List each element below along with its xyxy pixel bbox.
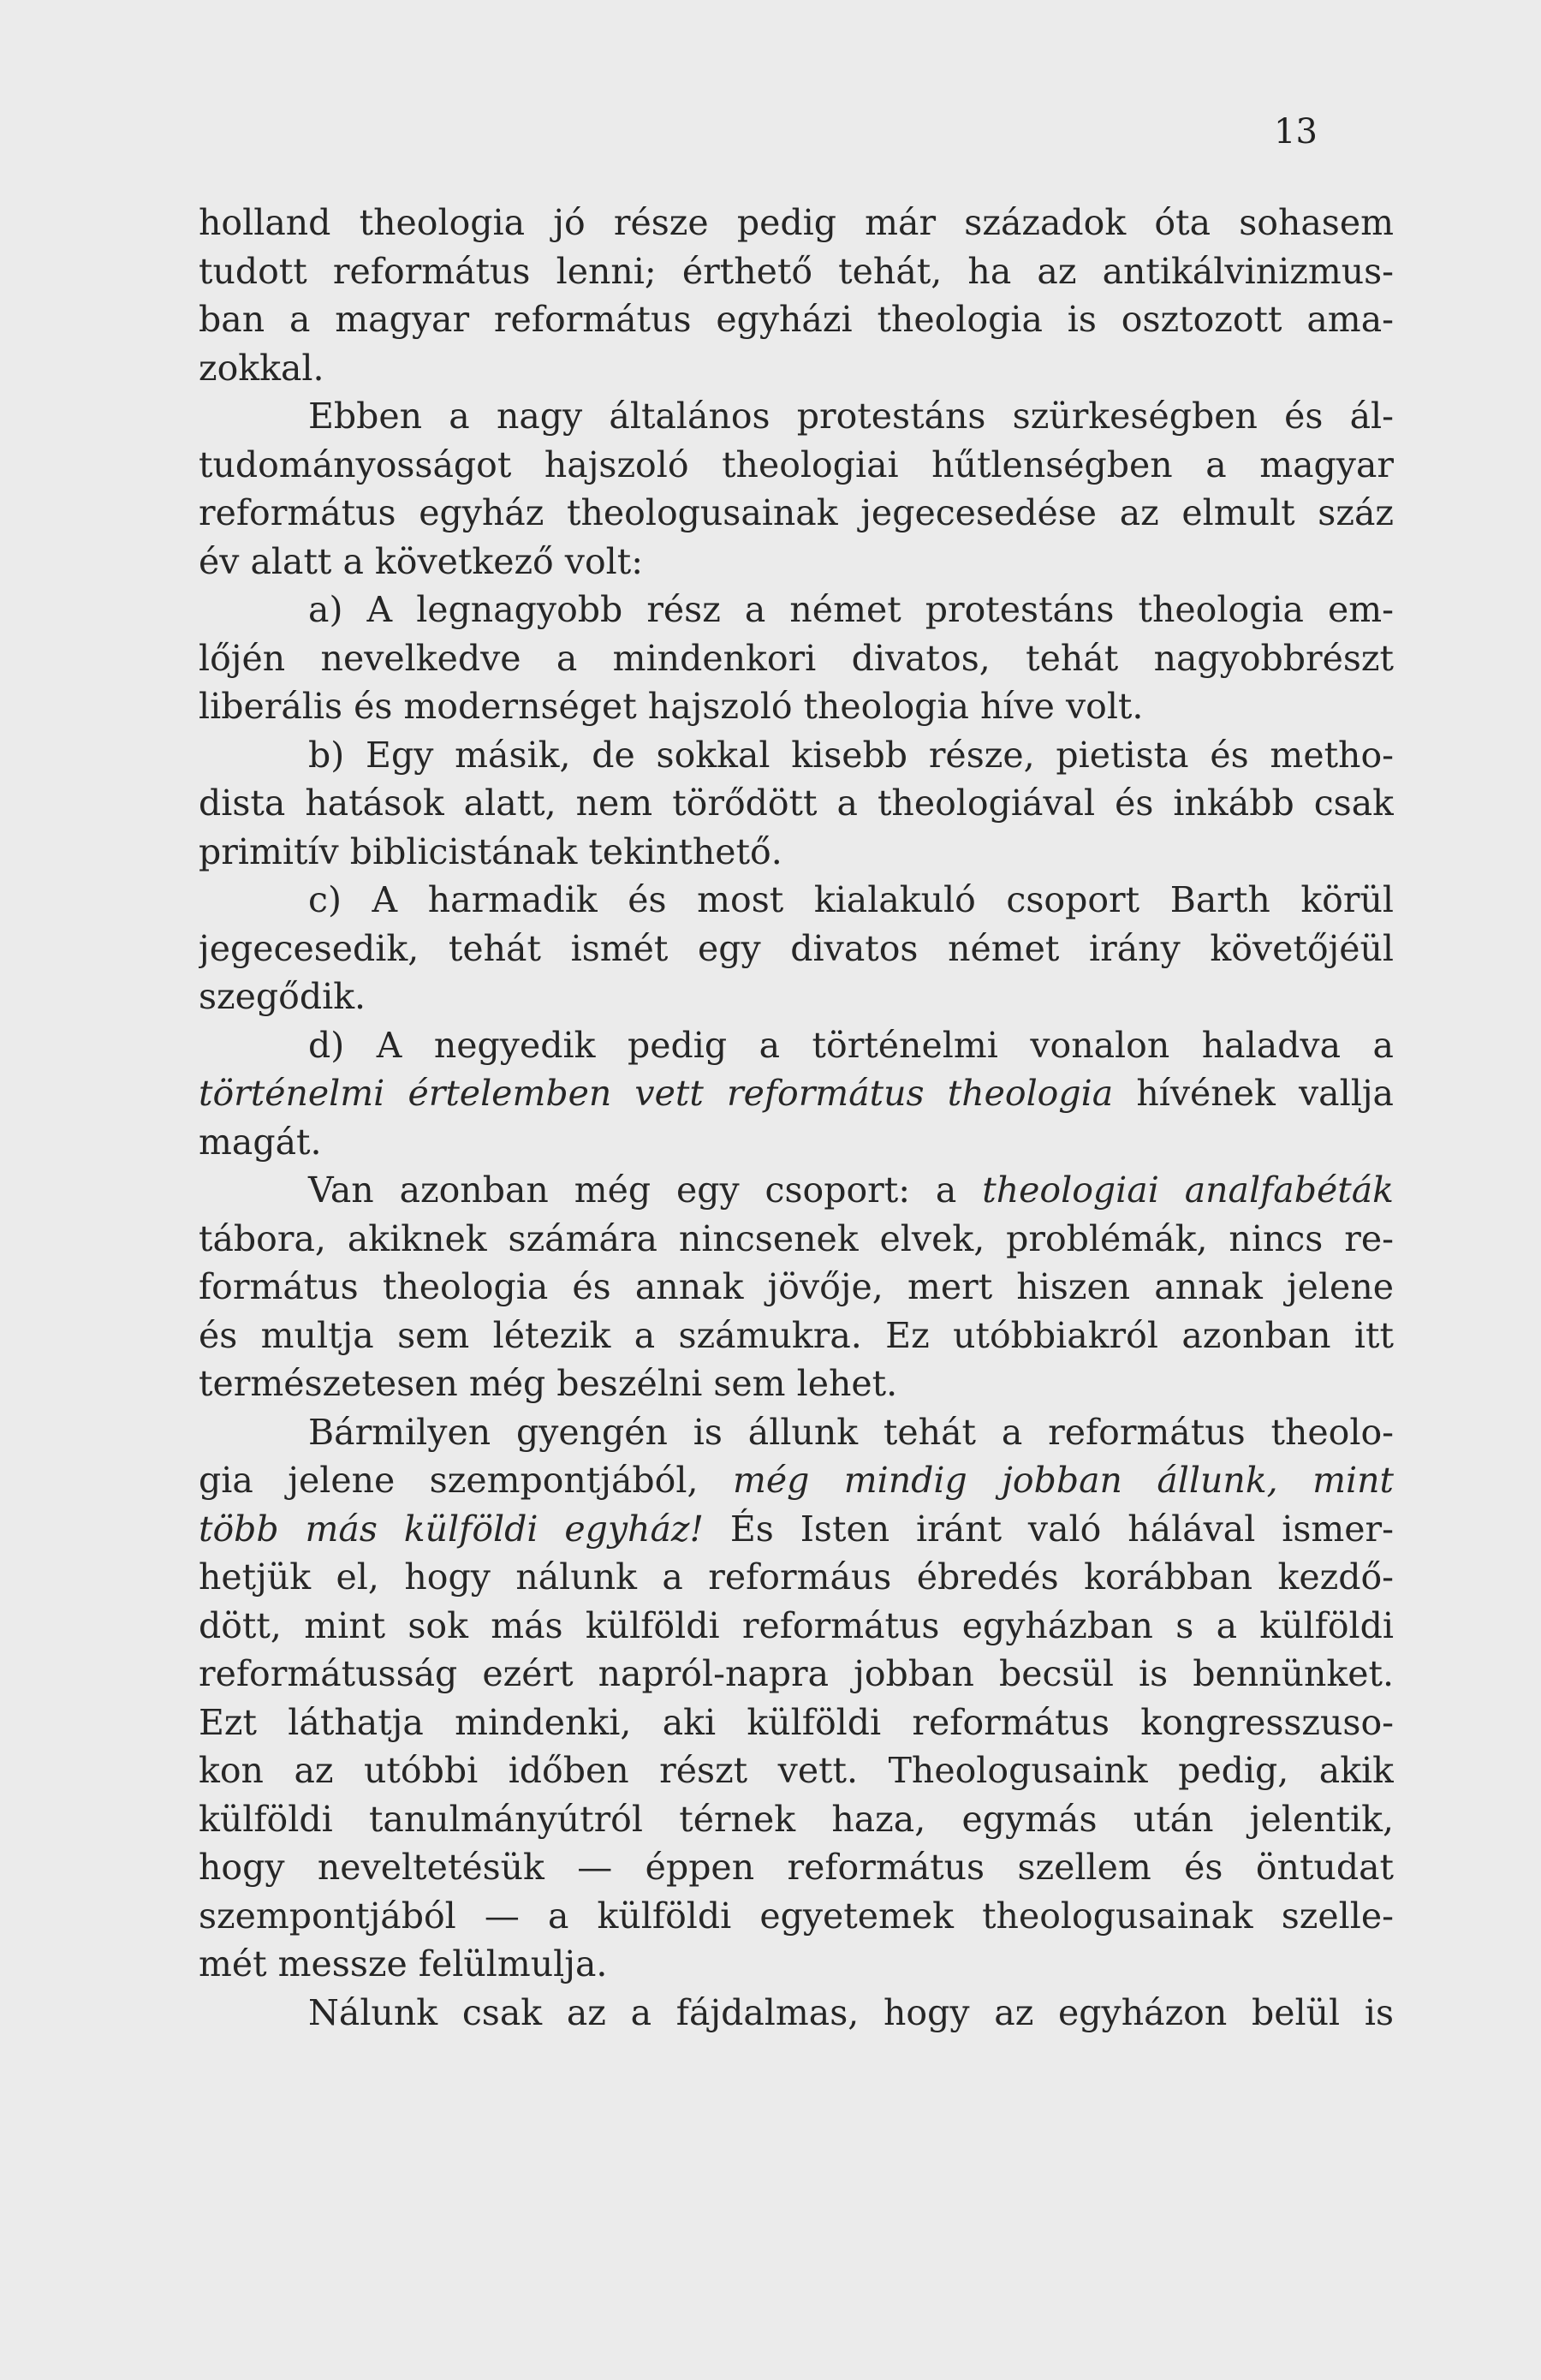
text-line <box>199 1166 1394 1215</box>
text-line <box>199 1746 1394 1795</box>
text-segment: hetjük el, hogy nálunk a reformáus ébredés korábban kezdő- <box>199 1556 1394 1598</box>
text-line <box>199 1892 1394 1941</box>
text-line <box>199 1989 1394 2038</box>
text-line <box>199 1795 1394 1844</box>
text-line <box>199 1843 1394 1892</box>
text-line <box>199 441 1394 490</box>
text-segment: gia jelene szempontjából, <box>199 1460 733 1501</box>
text-segment: b) Egy másik, de sokkal kisebb része, pietista és metho- <box>308 734 1394 776</box>
text-segment: tudományosságot hajszoló theologiai hűtlenségben a magyar <box>199 443 1394 485</box>
text-line <box>199 1263 1394 1312</box>
text-line <box>199 295 1394 344</box>
text-segment: és multja sem létezik a számukra. Ez utóbbiakról azonban itt <box>199 1314 1394 1356</box>
text-line <box>199 1602 1394 1651</box>
text-segment: d) A negyedik pedig a történelmi vonalon haladva a <box>308 1024 1394 1066</box>
text-line <box>199 344 1394 393</box>
italic-text: theologiai analfabéták <box>982 1169 1394 1211</box>
text-line <box>199 1940 1394 1989</box>
italic-text: még mindig jobban állunk, mint <box>732 1460 1394 1501</box>
text-line <box>199 1215 1394 1264</box>
text-segment: Van azonban még egy csoport: a <box>308 1169 983 1211</box>
text-line <box>199 586 1394 634</box>
text-segment: holland theologia jó része pedig már századok óta sohasem <box>199 202 1394 243</box>
text-line <box>199 731 1394 780</box>
text-segment: primitív biblicistának tekinthető. <box>199 830 782 872</box>
text-segment: év alatt a következő volt: <box>199 540 644 582</box>
text-segment: szegődik. <box>199 976 366 1017</box>
text-segment: dista hatások alatt, nem törődött a theologiával és inkább csak <box>199 782 1394 824</box>
text-line <box>199 973 1394 1021</box>
text-segment: Ezt láthatja mindenki, aki külföldi református kongresszuso- <box>199 1701 1394 1743</box>
text-segment: liberális és modernséget hajszoló theologia híve volt. <box>199 686 1144 727</box>
text-line <box>199 1312 1394 1360</box>
text-segment: reformátusság ezért napról-napra jobban becsül is bennünket. <box>199 1653 1394 1694</box>
text-segment: Bármilyen gyengén is állunk tehát a református theolo- <box>308 1411 1394 1453</box>
text-line <box>199 1553 1394 1602</box>
text-segment: mét messze felülmulja. <box>199 1943 608 1984</box>
text-segment: kon az utóbbi időben részt vett. Theologusaink pedig, akik <box>199 1750 1394 1791</box>
text-line <box>199 1699 1394 1747</box>
text-segment: tábora, akiknek számára nincsenek elvek, problémák, nincs re- <box>199 1217 1394 1259</box>
text-line <box>199 1021 1394 1070</box>
text-line <box>199 489 1394 538</box>
text-line <box>199 1360 1394 1408</box>
text-line <box>199 247 1394 296</box>
body-text <box>199 199 1394 2037</box>
text-line <box>199 779 1394 828</box>
text-segment: hogy neveltetésük — éppen református szellem és öntudat <box>199 1847 1394 1888</box>
text-segment: természetesen még beszélni sem lehet. <box>199 1363 898 1404</box>
text-line <box>199 828 1394 877</box>
text-segment: tudott református lenni; érthető tehát, ha az antikálvinizmus- <box>199 250 1394 292</box>
text-line <box>199 1118 1394 1167</box>
text-segment: lőjén nevelkedve a mindenkori divatos, tehát nagyobbrészt <box>199 637 1394 679</box>
text-line <box>199 538 1394 586</box>
text-segment: ban a magyar református egyházi theologia is osztozott ama- <box>199 299 1394 340</box>
text-segment: magát. <box>199 1121 322 1163</box>
text-segment: formátus theologia és annak jövője, mert hiszen annak jelene <box>199 1266 1394 1307</box>
text-segment: Ebben a nagy általános protestáns szürkeségben és ál- <box>308 396 1394 437</box>
page-number: 13 <box>1274 112 1318 152</box>
text-line <box>199 876 1394 925</box>
text-segment: jegecesedik, tehát ismét egy divatos német irány követőjéül <box>199 927 1394 969</box>
text-line <box>199 925 1394 973</box>
text-segment: És Isten iránt való hálával ismer- <box>703 1508 1394 1550</box>
text-line <box>199 392 1394 441</box>
text-line <box>199 1408 1394 1457</box>
text-segment: dött, mint sok más külföldi református egyházban s a külföldi <box>199 1604 1394 1646</box>
text-line <box>199 1505 1394 1554</box>
text-segment: református egyház theologusainak jegecesedése az elmult száz <box>199 492 1394 533</box>
text-line <box>199 682 1394 731</box>
text-line <box>199 1069 1394 1118</box>
text-segment: a) A legnagyobb rész a német protestáns theologia em- <box>308 589 1394 630</box>
text-line <box>199 1650 1394 1699</box>
text-segment: zokkal. <box>199 347 324 389</box>
text-segment: szempontjából — a külföldi egyetemek theologusainak szelle- <box>199 1895 1394 1937</box>
italic-text: történelmi értelemben vett református theologia <box>199 1073 1114 1114</box>
text-segment: Nálunk csak az a fájdalmas, hogy az egyházon belül is <box>308 1991 1394 2033</box>
text-segment: c) A harmadik és most kialakuló csoport Barth körül <box>308 879 1394 920</box>
text-line <box>199 634 1394 683</box>
text-line <box>199 199 1394 247</box>
text-segment: külföldi tanulmányútról térnek haza, egymás után jelentik, <box>199 1798 1394 1840</box>
text-line <box>199 1456 1394 1505</box>
text-segment: hívének vallja <box>1113 1073 1394 1114</box>
italic-text: több más külföldi egyház! <box>199 1508 704 1550</box>
